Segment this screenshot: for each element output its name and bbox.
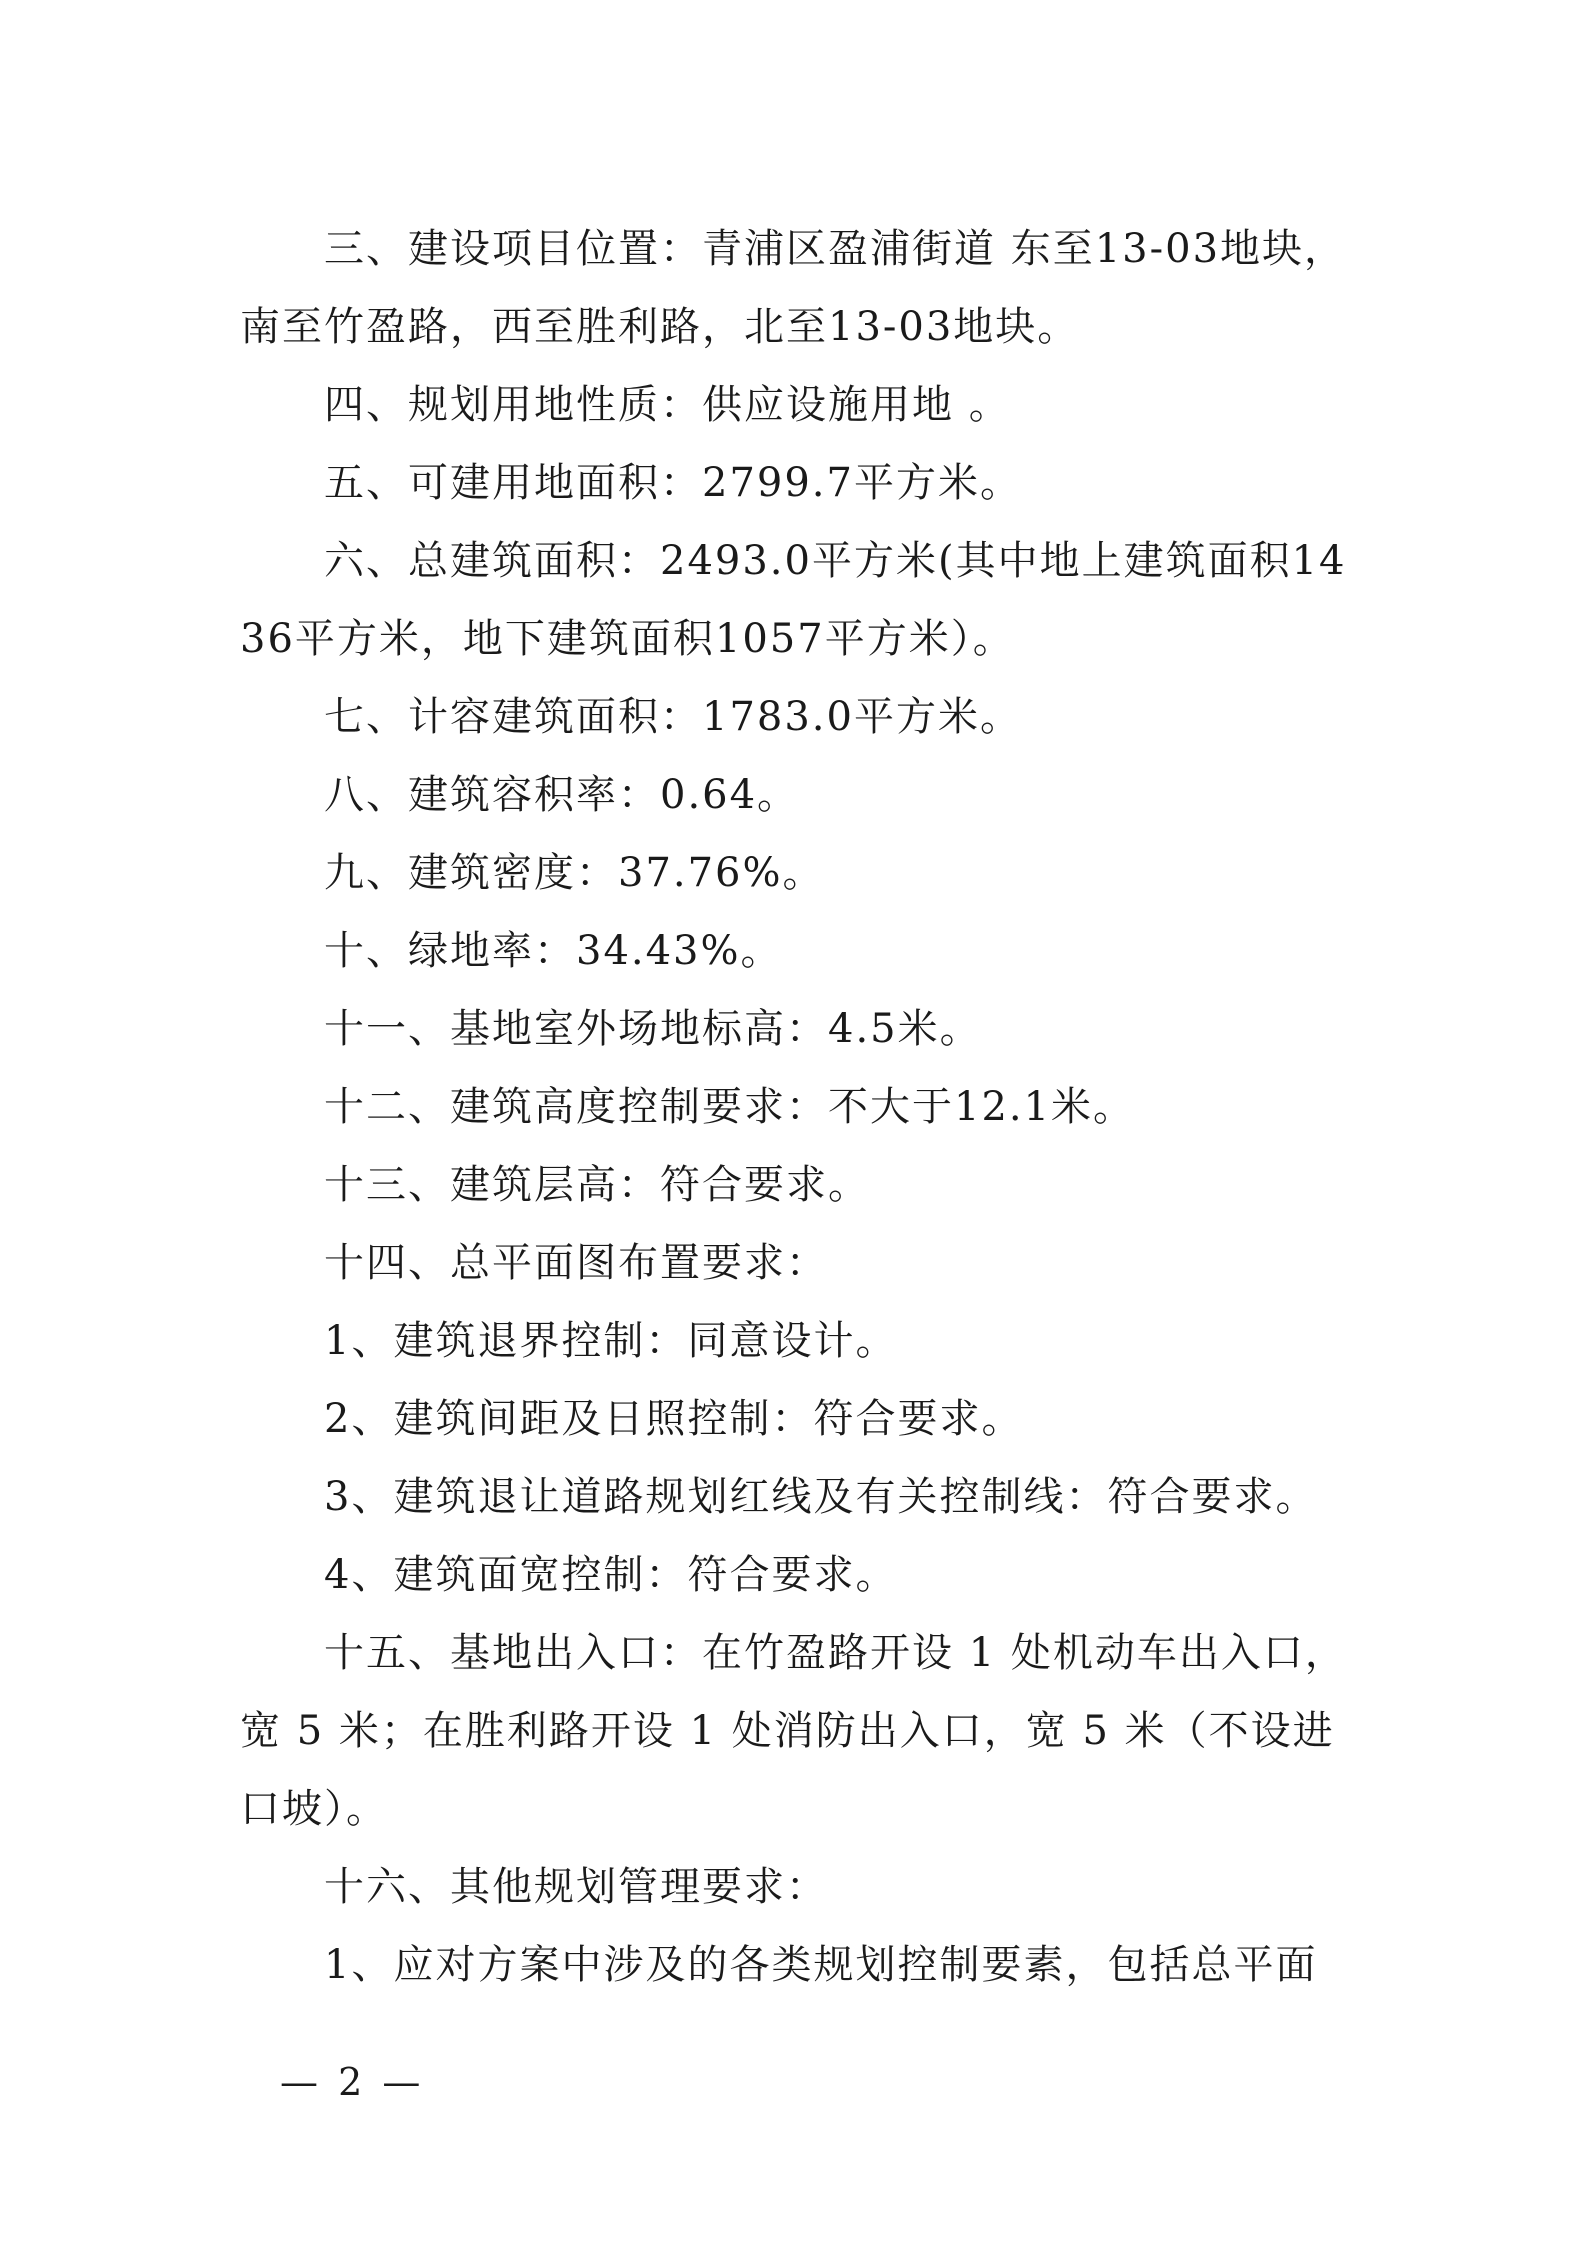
paragraph-frontage-control: 4、建筑面宽控制：符合要求。 — [324, 1552, 898, 1598]
paragraph-land-use: 四、规划用地性质：供应设施用地 。 — [324, 382, 1011, 428]
paragraph-site-plan-heading: 十四、总平面图布置要求： — [324, 1240, 828, 1286]
paragraph-planning-control-elements: 1、应对方案中涉及的各类规划控制要素，包括总平面 — [324, 1942, 1318, 1988]
paragraph-setback-control: 1、建筑退界控制：同意设计。 — [324, 1318, 898, 1364]
paragraph-spacing-sunlight: 2、建筑间距及日照控制：符合要求。 — [324, 1396, 1024, 1442]
paragraph-green-ratio: 十、绿地率：34.43%。 — [324, 928, 783, 974]
paragraph-buildable-area: 五、可建用地面积：2799.7平方米。 — [324, 460, 1022, 506]
paragraph-far-floor-area: 七、计容建筑面积：1783.0平方米。 — [324, 694, 1022, 740]
paragraph-site-elevation: 十一、基地室外场地标高：4.5米。 — [324, 1006, 982, 1052]
paragraph-building-density: 九、建筑密度：37.76%。 — [324, 850, 825, 896]
paragraph-project-location: 三、建设项目位置：青浦区盈浦街道 东至13-03地块，南至竹盈路，西至胜利路，北至13-03地块。 — [240, 226, 1347, 350]
page-number: — 2 — — [280, 2060, 425, 2104]
paragraph-road-redline: 3、建筑退让道路规划红线及有关控制线：符合要求。 — [324, 1474, 1318, 1520]
paragraph-site-entrances: 十五、基地出入口：在竹盈路开设 1 处机动车出入口，宽 5 米；在胜利路开设 1 处消防出入口，宽 5 米（不设进口坡）。 — [240, 1630, 1347, 1832]
paragraph-storey-height: 十三、建筑层高：符合要求。 — [324, 1162, 870, 1208]
paragraph-total-floor-area: 六、总建筑面积：2493.0平方米(其中地上建筑面积1436平方米，地下建筑面积1057平方米）。 — [240, 538, 1347, 662]
paragraph-plot-ratio: 八、建筑容积率：0.64。 — [324, 772, 800, 818]
document-body — [240, 210, 1350, 2004]
paragraph-height-control: 十二、建筑高度控制要求：不大于12.1米。 — [324, 1084, 1136, 1130]
paragraph-other-requirements-heading: 十六、其他规划管理要求： — [324, 1864, 828, 1910]
